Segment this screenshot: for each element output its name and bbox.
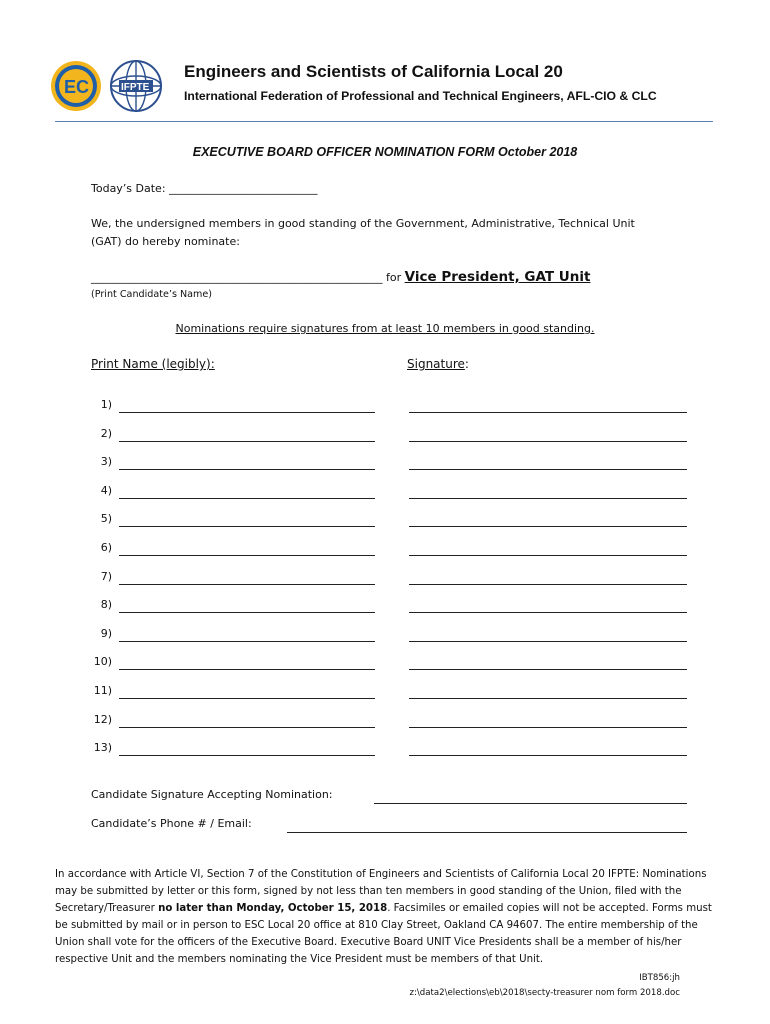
esc-logo-icon [50,58,162,114]
print-name-field[interactable] [119,469,375,470]
print-name-field[interactable] [119,412,375,413]
signature-field[interactable] [409,669,687,670]
row-number: 2) [100,427,112,440]
print-name-field[interactable] [119,727,375,728]
row-number: 3) [100,455,112,468]
row-number: 10) [93,655,112,668]
nominee-row [91,269,590,285]
rules-paragraph [55,866,717,968]
signature-field[interactable] [409,641,687,642]
svg-text:IFPTE: IFPTE [121,82,150,93]
signature-field[interactable] [409,612,687,613]
print-name-field[interactable] [119,755,375,756]
org-subtitle: International Federation of Professional and Technical Engineers, AFL-CIO & CLC [184,89,657,103]
signature-header-label: Signature [407,357,465,371]
date-field[interactable]: ___________________________ [169,182,318,195]
rules-text-1: In accordance with Article VI, Section 7 of the Constitution of Engineers and Scientists of California Local 20 IFPTE: Nominations may be submitted by letter or this form, signed by not less than ten members in good standing of the Union, filed with the Secretary/Treasurer [55,869,707,914]
candidate-signature-label: Candidate Signature Accepting Nomination: [91,788,333,801]
candidate-contact-label: Candidate’s Phone # / Email: [91,817,252,830]
row-number: 5) [100,512,112,525]
candidate-signature-field[interactable] [374,803,687,804]
print-name-field[interactable] [119,526,375,527]
deadline-text: no later than Monday, October 15, 2018 [158,903,388,914]
signature-field[interactable] [409,441,687,442]
form-title: EXECUTIVE BOARD OFFICER NOMINATION FORM October 2018 [192,145,578,159]
date-row [91,182,318,195]
file-path: z:\data2\elections\eb\2018\secty-treasurer nom form 2018.doc [409,988,680,998]
print-name-field[interactable] [119,612,375,613]
row-number: 13) [93,741,112,754]
print-name-header: Print Name (legibly): [91,357,215,371]
print-name-field[interactable] [119,555,375,556]
print-name-field[interactable] [119,498,375,499]
requirement-note: Nominations require signatures from at least 10 members in good standing. [175,322,595,335]
position-title: Vice President, GAT Unit [404,269,591,285]
signature-field[interactable] [409,469,687,470]
header-divider [55,121,713,122]
print-name-field[interactable] [119,584,375,585]
signature-field[interactable] [409,412,687,413]
signature-field[interactable] [409,555,687,556]
print-name-field[interactable] [119,441,375,442]
svg-text:E: E [64,77,77,97]
reference-code: IBT856:jh [639,973,680,983]
date-label: Today’s Date: [91,182,166,195]
signature-field[interactable] [409,498,687,499]
signature-field[interactable] [409,755,687,756]
intro-text [91,215,635,251]
row-number: 8) [100,598,112,611]
signature-header [407,357,469,371]
row-number: 12) [93,713,112,726]
signature-field[interactable] [409,584,687,585]
row-number: 7) [100,570,112,583]
for-label: for [386,271,402,284]
print-name-field[interactable] [119,698,375,699]
signature-header-colon: : [464,357,469,371]
row-number: 4) [100,484,112,497]
signature-field[interactable] [409,727,687,728]
intro-line-2: (GAT) do hereby nominate: [91,235,240,248]
ifpte-logo-icon [111,61,161,111]
svg-text:C: C [76,77,89,97]
signature-field[interactable] [409,526,687,527]
print-name-field[interactable] [119,669,375,670]
row-number: 9) [100,627,112,640]
candidate-contact-field[interactable] [287,832,687,833]
nominee-name-field[interactable]: _____________________________________________________ [91,271,383,284]
row-number: 6) [100,541,112,554]
signature-field[interactable] [409,698,687,699]
org-title: Engineers and Scientists of California Local 20 [184,62,563,81]
print-candidate-label: (Print Candidate’s Name) [91,289,213,300]
row-number: 1) [100,398,112,411]
rules-text-2: . Facsimiles or emailed copies will not be accepted. Forms must be submitted by mail or in person to ESC Local 20 office at 810 Clay Street, Oakland CA 94607. The entire membership of the Union shall vote for the officers of the Executive Board. Executive Board UNIT Vice Presidents shall be a member of his/her respective Unit and the members nominating the Vice President must be members of that Unit. [55,903,712,965]
print-name-field[interactable] [119,641,375,642]
intro-line-1: We, the undersigned members in good standing of the Government, Administrative, Technical Unit [91,217,635,230]
row-number: 11) [93,684,112,697]
header-logos [50,58,162,114]
